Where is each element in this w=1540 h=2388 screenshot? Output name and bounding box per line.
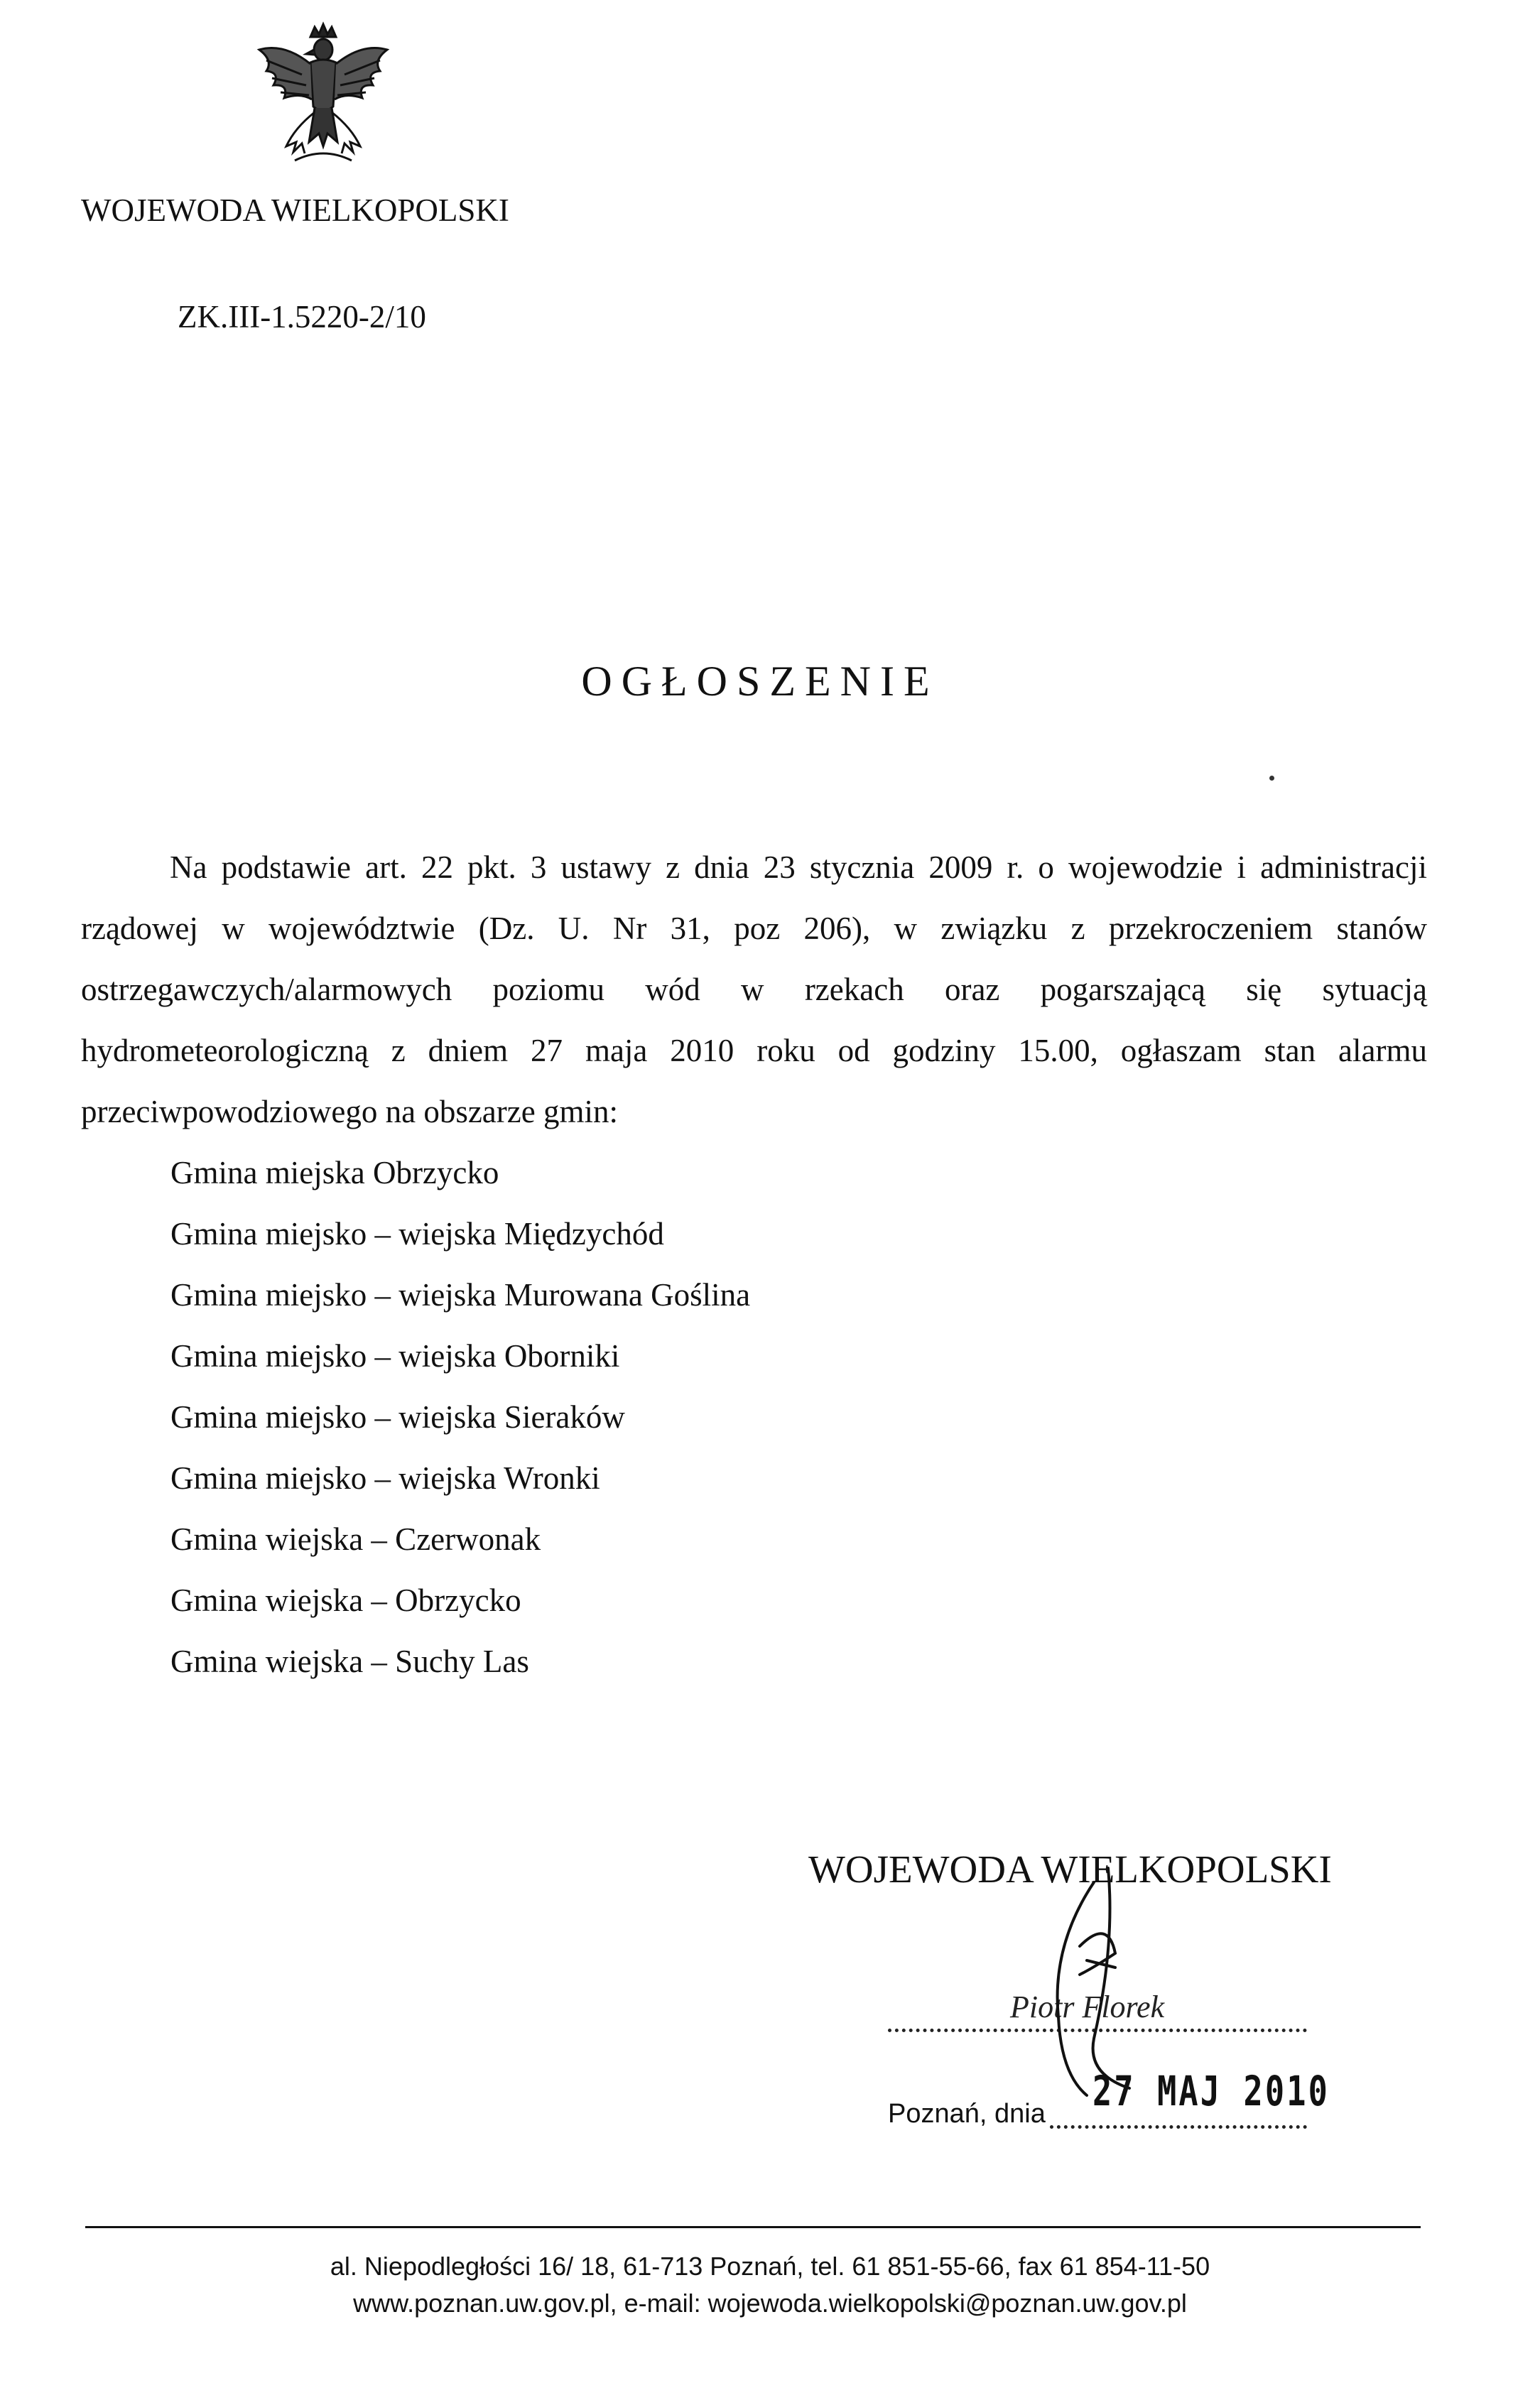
reference-number: ZK.III-1.5220-2/10 bbox=[178, 299, 426, 335]
list-item: Gmina wiejska – Suchy Las bbox=[170, 1644, 529, 1679]
list-item: Gmina miejsko – wiejska Sieraków bbox=[170, 1399, 625, 1435]
footer-divider bbox=[85, 2226, 1421, 2228]
announcement-body bbox=[81, 837, 1427, 1142]
signatory-name: Piotr Florek bbox=[1010, 1990, 1165, 2024]
footer-contact: www.poznan.uw.gov.pl, e-mail: wojewoda.wielkopolski@poznan.uw.gov.pl bbox=[353, 2289, 1187, 2318]
date-stamp: 27 MAJ 2010 bbox=[1092, 2067, 1330, 2115]
issuing-authority: WOJEWODA WIELKOPOLSKI bbox=[81, 192, 509, 228]
list-item: Gmina miejsko – wiejska Oborniki bbox=[170, 1338, 620, 1374]
municipality-list bbox=[170, 1142, 750, 1692]
list-item: Gmina miejsko – wiejska Murowana Goślina bbox=[170, 1277, 751, 1313]
signature-title: WOJEWODA WIELKOPOLSKI bbox=[808, 1847, 1332, 1891]
footer-address: al. Niepodległości 16/ 18, 61-713 Poznań, tel. 61 851-55-66, fax 61 854-11-50 bbox=[330, 2252, 1210, 2281]
scan-speck bbox=[1269, 776, 1274, 781]
announcement-text: Na podstawie art. 22 pkt. 3 ustawy z dnia 23 stycznia 2009 r. o wojewodzie i administracji rządowej w województwie (Dz. U. Nr 31, poz 206), w związku z przekroczeniem stanów ostrzegawczych/alarmowych poziomu wód w rzekach oraz pogarszającą się sytuacją hydrometeorologiczną z dniem 27 maja 2010 roku od godziny 15.00, ogłaszam stan alarmu przeciwpowodziowego na obszarze gmin: bbox=[81, 850, 1427, 1129]
list-item: Gmina miejsko – wiejska Międzychód bbox=[170, 1216, 664, 1252]
list-item: Gmina miejska Obrzycko bbox=[170, 1155, 499, 1190]
list-item: Gmina wiejska – Obrzycko bbox=[170, 1583, 521, 1618]
list-item: Gmina wiejska – Czerwonak bbox=[170, 1521, 541, 1557]
polish-eagle-emblem-icon bbox=[245, 21, 401, 168]
document-title: OGŁOSZENIE bbox=[581, 658, 939, 705]
place-date-label: Poznań, dnia bbox=[888, 2099, 1046, 2129]
list-item: Gmina miejsko – wiejska Wronki bbox=[170, 1460, 600, 1496]
date-line bbox=[1050, 2125, 1307, 2129]
